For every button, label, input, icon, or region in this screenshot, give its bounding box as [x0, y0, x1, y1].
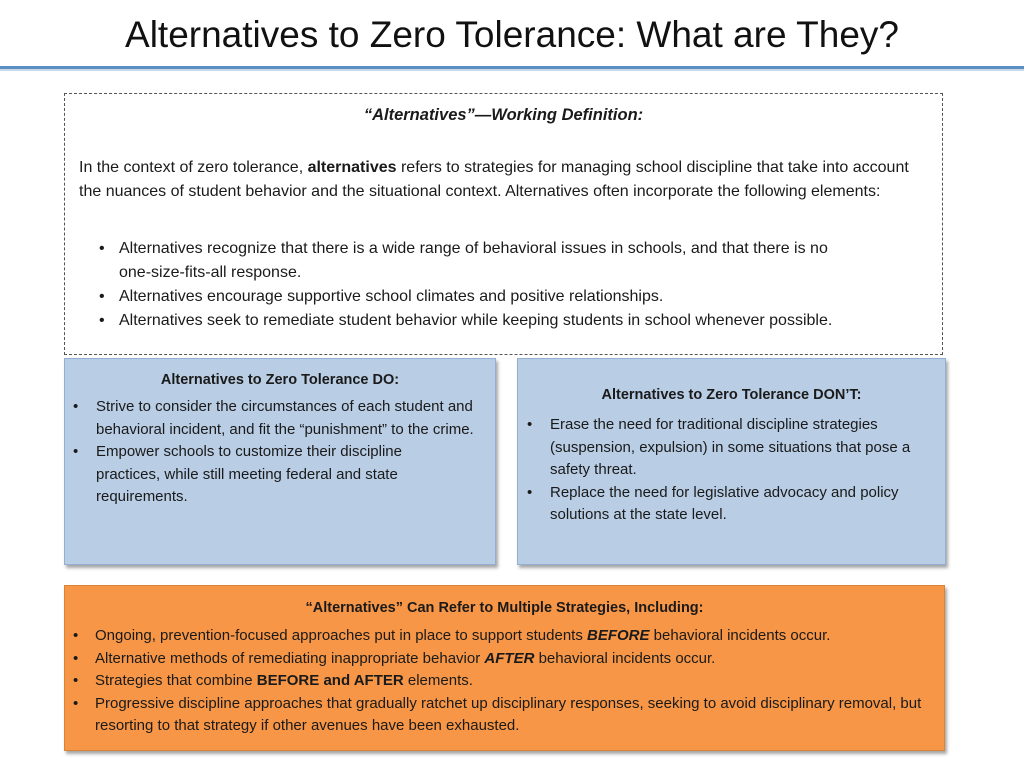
emphasis-text: BEFORE: [587, 627, 650, 644]
list-item-text: Alternative methods of remediating inappropriate behavior: [95, 649, 485, 667]
list-item: [99, 285, 899, 309]
bullet-icon: •: [73, 649, 79, 667]
list-item-text: Strive to consider the circumstances of each student and behavioral incident, and fit the “punishment” to the crime.: [96, 398, 474, 438]
list-item-text: Alternatives seek to remediate student behavior while keeping students in school whenever possible.: [119, 312, 833, 329]
definition-text-rest: refers to strategies for managing school discipline that take into account the nuances of student behavior and the situational context. Alternatives often incorporate the following elements:: [79, 159, 909, 200]
emphasis-text: BEFORE and AFTER: [256, 672, 404, 689]
bullet-icon: •: [99, 288, 105, 305]
bullet-icon: •: [73, 627, 79, 644]
bullet-icon: •: [73, 672, 79, 689]
list-item-text: Erase the need for traditional discipline strategies (suspension, expulsion) in some situations that pose a safety threat.: [550, 416, 911, 478]
list-item-text: elements.: [403, 672, 473, 689]
slide-title: Alternatives to Zero Tolerance: What are They?: [125, 14, 899, 55]
list-item-text: Ongoing, prevention-focused approaches put in place to support students: [95, 627, 587, 644]
list-item-text: Empower schools to customize their discipline practices, while still meeting federal and state requirements.: [96, 443, 402, 505]
bullet-icon: •: [73, 694, 79, 712]
list-item: [73, 441, 446, 509]
list-item-text: behavioral incidents occur.: [534, 649, 716, 667]
dont-bullet-list: [518, 414, 945, 527]
strategies-heading: “Alternatives” Can Refer to Multiple Strategies, Including:: [305, 600, 704, 616]
definition-term: alternatives: [307, 159, 397, 176]
bullet-icon: •: [527, 416, 533, 433]
list-item: [73, 625, 944, 648]
strategies-bullet-list: [65, 625, 944, 738]
title-divider-shadow: [0, 69, 1024, 71]
list-item: [73, 396, 486, 441]
bullet-icon: •: [527, 483, 533, 501]
list-item: [99, 309, 879, 333]
bullet-icon: •: [73, 443, 79, 460]
definition-bullet-list: [99, 237, 899, 333]
list-item: [99, 237, 859, 285]
list-item-text: Replace the need for legislative advocacy and policy solutions at the state level.: [550, 483, 899, 523]
do-box: [64, 358, 496, 565]
list-item: [73, 648, 944, 671]
list-item-text: Alternatives encourage supportive school climates and positive relationships.: [119, 288, 664, 305]
definition-box: [64, 93, 943, 355]
definition-heading: “Alternatives”—Working Definition:: [363, 106, 644, 124]
do-bullet-list: [65, 396, 495, 509]
list-item: [73, 670, 944, 693]
bullet-icon: •: [99, 240, 105, 257]
strategies-box: [64, 585, 945, 751]
list-item: [527, 414, 930, 482]
definition-paragraph: [79, 156, 929, 204]
definition-text-lead: In the context of zero tolerance,: [79, 159, 308, 176]
dont-box: [517, 358, 946, 565]
emphasis-text: AFTER: [484, 649, 535, 667]
dont-heading: Alternatives to Zero Tolerance DON’T:: [601, 387, 862, 403]
list-item: [73, 693, 935, 738]
list-item-text: Strategies that combine: [95, 672, 257, 689]
bullet-icon: •: [99, 312, 105, 329]
list-item-text: Progressive discipline approaches that gradually ratchet up disciplinary responses, seeking to avoid disciplinary removal, but resorting to that strategy if other avenues have been exhausted.: [95, 694, 922, 734]
list-item-text: behavioral incidents occur.: [649, 627, 831, 644]
bullet-icon: •: [73, 398, 79, 415]
do-heading: Alternatives to Zero Tolerance DO:: [160, 372, 400, 388]
list-item-text: Alternatives recognize that there is a wide range of behavioral issues in schools, and that there is no one-size-fits-all response.: [119, 240, 828, 281]
list-item: [527, 482, 910, 527]
